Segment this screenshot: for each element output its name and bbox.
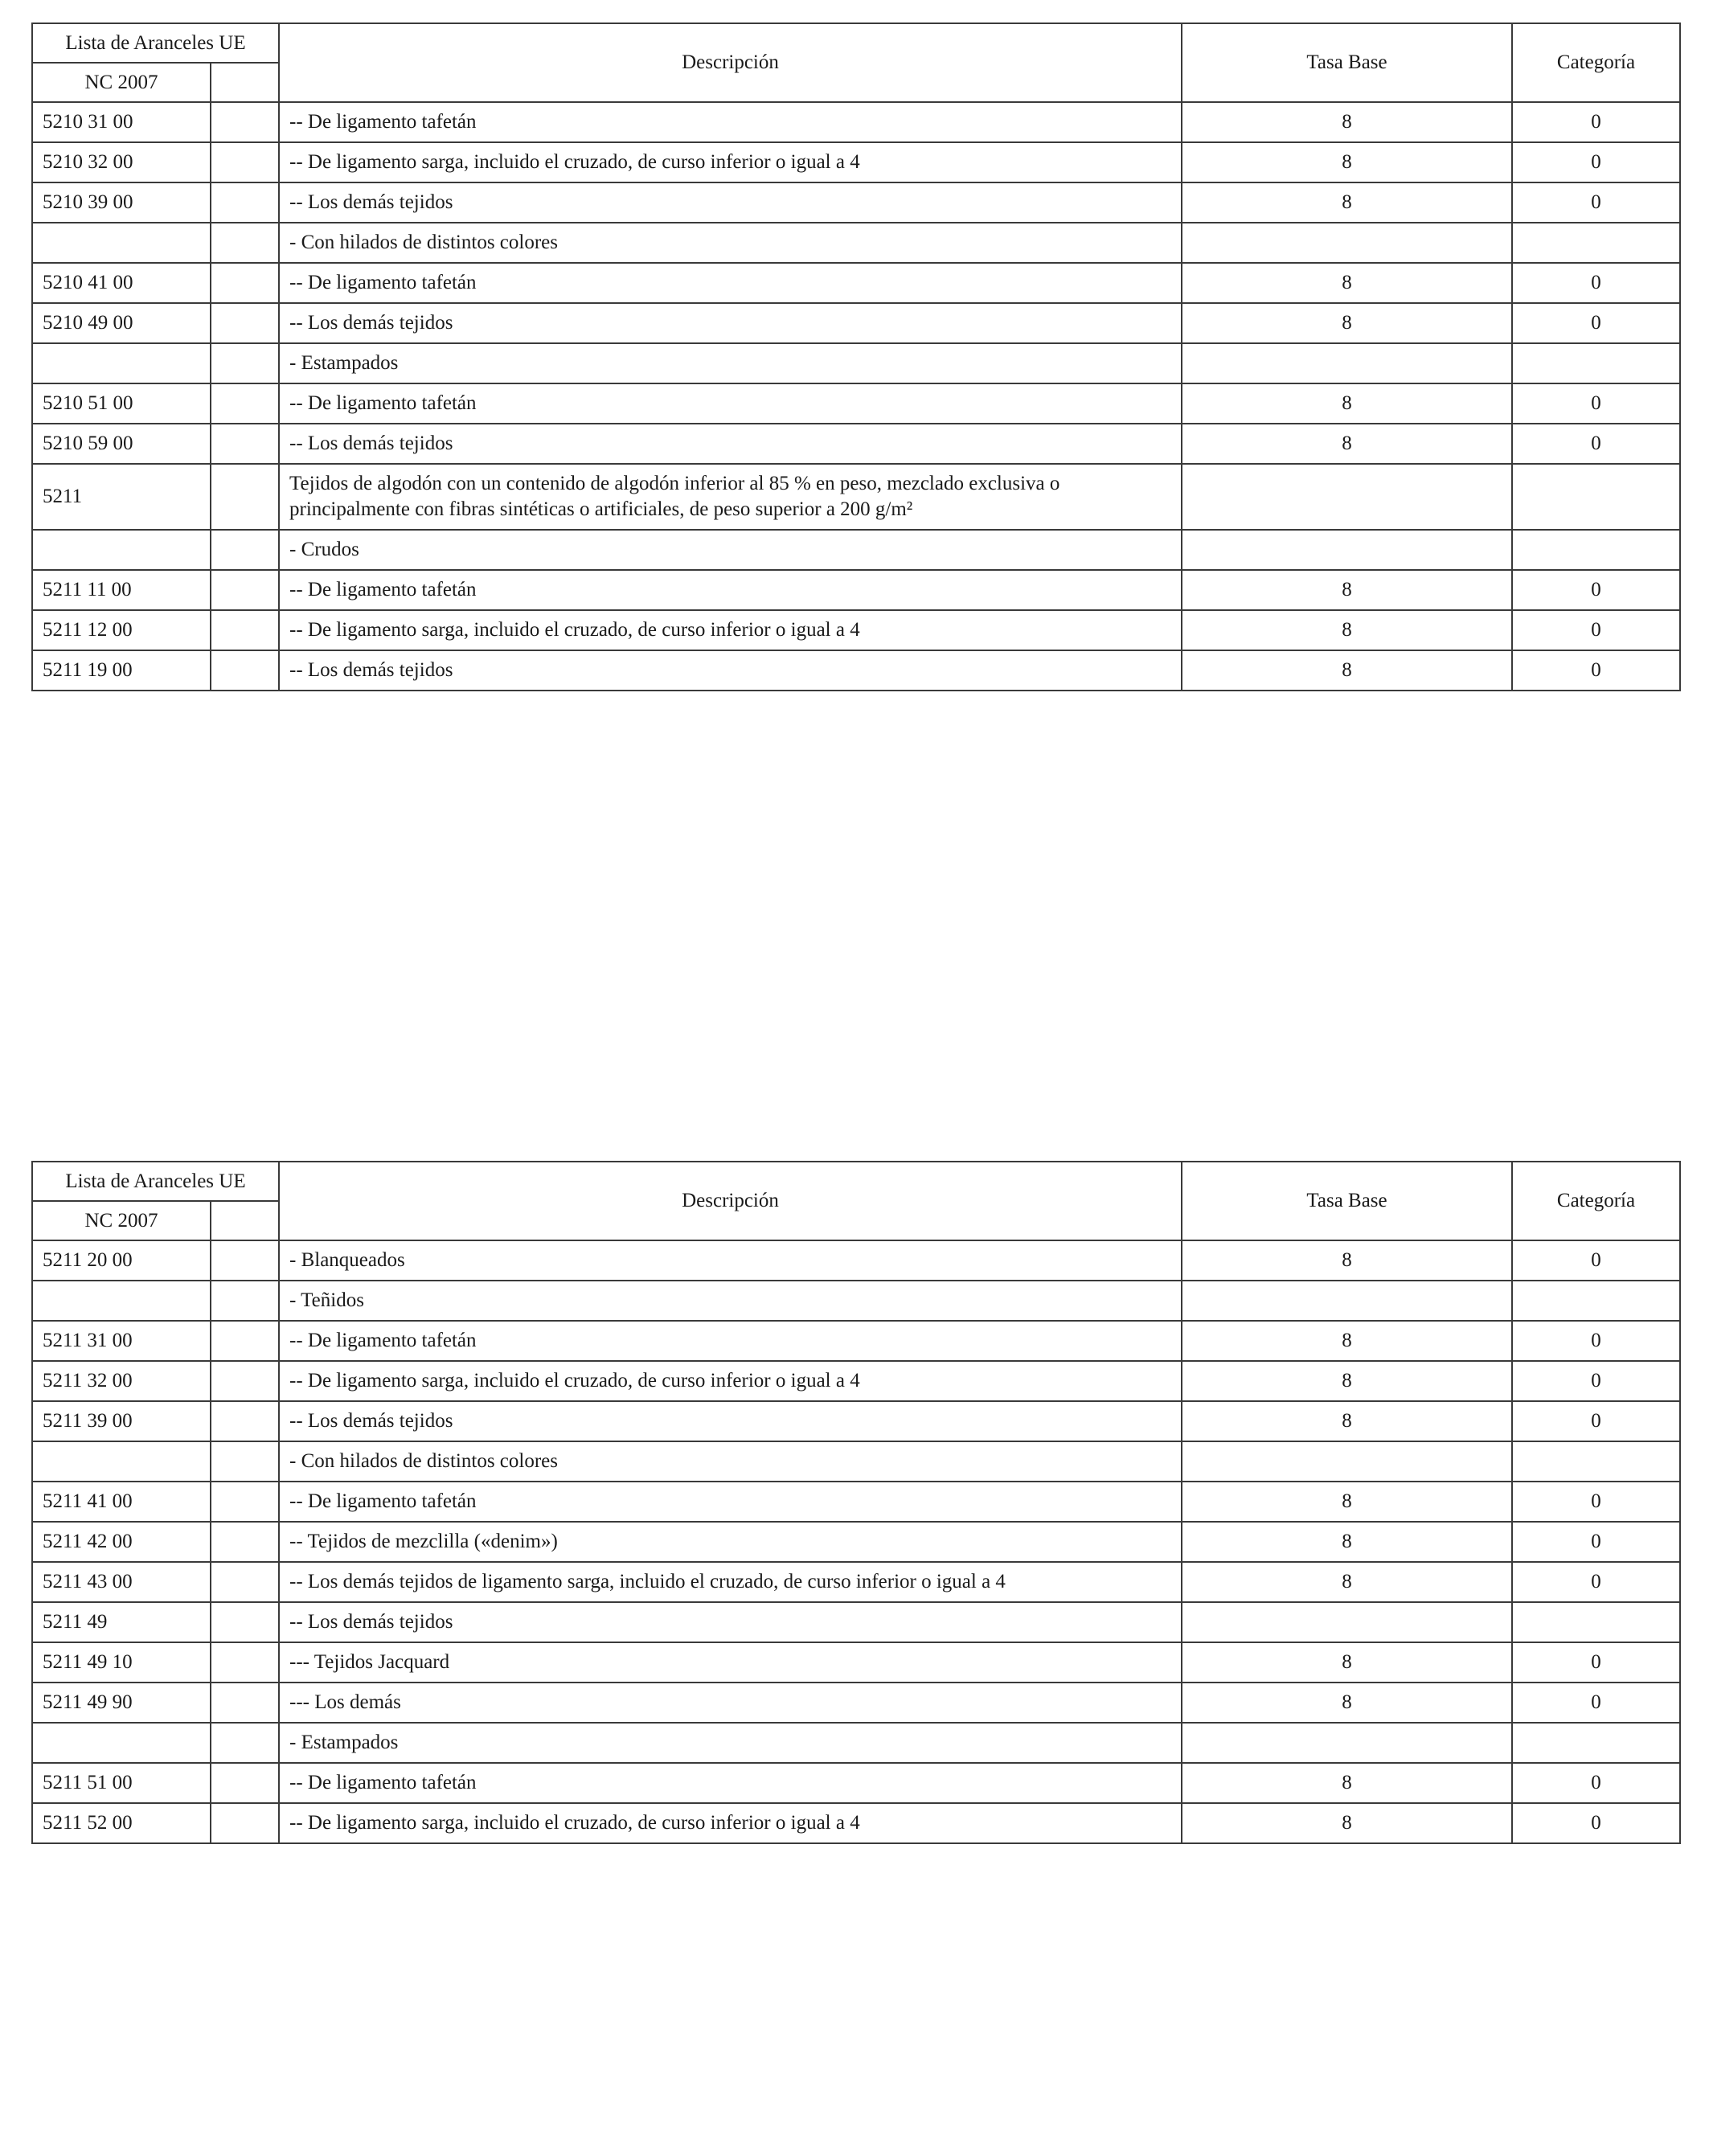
description-cell: -- Los demás tejidos [279,303,1182,343]
description-cell: - Con hilados de distintos colores [279,223,1182,263]
category-cell: 0 [1512,1240,1680,1281]
description-cell: -- De ligamento tafetán [279,102,1182,142]
nc-code-cell [32,1441,211,1482]
table-row [32,263,1680,303]
table-row [32,1562,1680,1602]
nc-code-cell [32,530,211,570]
table-row [32,142,1680,182]
header-blank-cell [211,1201,279,1240]
category-cell: 0 [1512,1321,1680,1361]
description-cell: -- Los demás tejidos [279,650,1182,691]
base-rate-cell: 8 [1182,383,1512,424]
description-cell: -- Tejidos de mezclilla («denim») [279,1522,1182,1562]
description-cell: -- De ligamento tafetán [279,1763,1182,1803]
base-rate-cell: 8 [1182,570,1512,610]
category-cell: 0 [1512,383,1680,424]
sub-code-cell [211,570,279,610]
sub-code-cell [211,1602,279,1642]
nc-code-cell: 5211 41 00 [32,1482,211,1522]
base-rate-cell [1182,464,1512,530]
nc-code-cell: 5211 12 00 [32,610,211,650]
base-rate-cell: 8 [1182,1763,1512,1803]
category-cell: 0 [1512,102,1680,142]
table-row [32,223,1680,263]
nc-code-cell: 5211 19 00 [32,650,211,691]
table-row [32,1522,1680,1562]
table-row [32,1602,1680,1642]
table-header [32,23,1680,102]
sub-code-cell [211,1441,279,1482]
description-cell: -- De ligamento tafetán [279,263,1182,303]
description-cell: -- De ligamento tafetán [279,1482,1182,1522]
category-cell [1512,1602,1680,1642]
base-rate-cell: 8 [1182,424,1512,464]
description-cell: -- De ligamento tafetán [279,1321,1182,1361]
sub-code-cell [211,1361,279,1401]
table-row [32,1803,1680,1843]
tariff-table-1 [31,23,1681,691]
table-header [32,1162,1680,1240]
description-cell: -- Los demás tejidos [279,182,1182,223]
sub-code-cell [211,1763,279,1803]
description-cell: -- De ligamento sarga, incluido el cruzado, de curso inferior o igual a 4 [279,1803,1182,1843]
tariff-table-2 [31,1161,1681,1844]
sub-code-cell [211,610,279,650]
table-row [32,1482,1680,1522]
table-row [32,1642,1680,1683]
sub-code-cell [211,1642,279,1683]
sub-code-cell [211,1522,279,1562]
nc-code-cell: 5211 11 00 [32,570,211,610]
header-tasa-base: Tasa Base [1182,1162,1512,1240]
table-row [32,1401,1680,1441]
base-rate-cell [1182,223,1512,263]
sub-code-cell [211,1803,279,1843]
category-cell: 0 [1512,1683,1680,1723]
base-rate-cell: 8 [1182,182,1512,223]
sub-code-cell [211,1482,279,1522]
base-rate-cell: 8 [1182,303,1512,343]
table-row [32,650,1680,691]
nc-code-cell: 5211 51 00 [32,1763,211,1803]
category-cell: 0 [1512,1763,1680,1803]
table-row [32,343,1680,383]
sub-code-cell [211,1683,279,1723]
nc-code-cell: 5211 39 00 [32,1401,211,1441]
table-row [32,424,1680,464]
nc-code-cell [32,1281,211,1321]
sub-code-cell [211,142,279,182]
nc-code-cell: 5210 39 00 [32,182,211,223]
base-rate-cell: 8 [1182,1240,1512,1281]
category-cell: 0 [1512,1562,1680,1602]
category-cell: 0 [1512,570,1680,610]
table-body [32,1240,1680,1843]
category-cell: 0 [1512,650,1680,691]
table-body [32,102,1680,691]
nc-code-cell: 5211 42 00 [32,1522,211,1562]
table-row [32,1723,1680,1763]
description-cell: - Teñidos [279,1281,1182,1321]
table-row [32,530,1680,570]
table-row [32,1683,1680,1723]
sub-code-cell [211,182,279,223]
category-cell: 0 [1512,1642,1680,1683]
base-rate-cell [1182,1602,1512,1642]
table-row [32,570,1680,610]
header-blank-cell [211,63,279,102]
base-rate-cell: 8 [1182,1522,1512,1562]
category-cell: 0 [1512,1361,1680,1401]
description-cell: -- Los demás tejidos [279,424,1182,464]
sub-code-cell [211,343,279,383]
nc-code-cell: 5211 31 00 [32,1321,211,1361]
nc-code-cell: 5211 [32,464,211,530]
base-rate-cell: 8 [1182,1482,1512,1522]
table-row [32,102,1680,142]
category-cell: 0 [1512,1401,1680,1441]
sub-code-cell [211,1723,279,1763]
description-cell: -- Los demás tejidos [279,1602,1182,1642]
sub-code-cell [211,303,279,343]
nc-code-cell: 5210 32 00 [32,142,211,182]
header-nc-2007: NC 2007 [32,63,211,102]
nc-code-cell: 5211 20 00 [32,1240,211,1281]
header-nc-2007: NC 2007 [32,1201,211,1240]
description-cell: - Crudos [279,530,1182,570]
base-rate-cell: 8 [1182,1401,1512,1441]
category-cell: 0 [1512,1482,1680,1522]
nc-code-cell: 5211 49 10 [32,1642,211,1683]
header-descripcion: Descripción [279,1162,1182,1240]
sub-code-cell [211,263,279,303]
base-rate-cell: 8 [1182,1803,1512,1843]
table-row [32,1281,1680,1321]
sub-code-cell [211,464,279,530]
category-cell [1512,530,1680,570]
description-cell: -- De ligamento sarga, incluido el cruzado, de curso inferior o igual a 4 [279,610,1182,650]
nc-code-cell: 5210 49 00 [32,303,211,343]
base-rate-cell: 8 [1182,1683,1512,1723]
nc-code-cell [32,1723,211,1763]
base-rate-cell: 8 [1182,610,1512,650]
header-lista: Lista de Aranceles UE [32,1162,279,1201]
base-rate-cell: 8 [1182,1361,1512,1401]
nc-code-cell: 5211 52 00 [32,1803,211,1843]
base-rate-cell [1182,1281,1512,1321]
category-cell: 0 [1512,263,1680,303]
sub-code-cell [211,102,279,142]
base-rate-cell [1182,530,1512,570]
nc-code-cell [32,223,211,263]
nc-code-cell: 5210 51 00 [32,383,211,424]
category-cell: 0 [1512,182,1680,223]
description-cell: - Con hilados de distintos colores [279,1441,1182,1482]
header-descripcion: Descripción [279,23,1182,102]
nc-code-cell: 5210 31 00 [32,102,211,142]
sub-code-cell [211,1562,279,1602]
sub-code-cell [211,650,279,691]
table-row [32,303,1680,343]
category-cell: 0 [1512,1522,1680,1562]
base-rate-cell [1182,343,1512,383]
nc-code-cell: 5211 32 00 [32,1361,211,1401]
description-cell: -- De ligamento tafetán [279,570,1182,610]
category-cell: 0 [1512,142,1680,182]
description-cell: - Estampados [279,1723,1182,1763]
description-cell: --- Los demás [279,1683,1182,1723]
category-cell [1512,1281,1680,1321]
description-cell: -- De ligamento sarga, incluido el cruzado, de curso inferior o igual a 4 [279,1361,1182,1401]
sub-code-cell [211,1321,279,1361]
base-rate-cell [1182,1441,1512,1482]
table-row [32,1441,1680,1482]
sub-code-cell [211,530,279,570]
category-cell: 0 [1512,424,1680,464]
nc-code-cell: 5211 49 90 [32,1683,211,1723]
table-row [32,610,1680,650]
base-rate-cell: 8 [1182,263,1512,303]
description-cell: -- De ligamento tafetán [279,383,1182,424]
table-row [32,1321,1680,1361]
table-row [32,383,1680,424]
category-cell [1512,1723,1680,1763]
description-cell: -- Los demás tejidos de ligamento sarga, incluido el cruzado, de curso inferior o igual a 4 [279,1562,1182,1602]
description-cell: - Estampados [279,343,1182,383]
header-categoria: Categoría [1512,23,1680,102]
table-row [32,1763,1680,1803]
sub-code-cell [211,1281,279,1321]
sub-code-cell [211,223,279,263]
base-rate-cell: 8 [1182,1642,1512,1683]
table-row [32,1361,1680,1401]
nc-code-cell: 5210 59 00 [32,424,211,464]
category-cell [1512,1441,1680,1482]
sub-code-cell [211,1240,279,1281]
table-row [32,464,1680,530]
header-tasa-base: Tasa Base [1182,23,1512,102]
base-rate-cell: 8 [1182,1562,1512,1602]
category-cell: 0 [1512,303,1680,343]
description-cell: --- Tejidos Jacquard [279,1642,1182,1683]
description-cell: -- Los demás tejidos [279,1401,1182,1441]
sub-code-cell [211,424,279,464]
sub-code-cell [211,1401,279,1441]
header-lista: Lista de Aranceles UE [32,23,279,63]
category-cell: 0 [1512,1803,1680,1843]
description-cell: -- De ligamento sarga, incluido el cruzado, de curso inferior o igual a 4 [279,142,1182,182]
nc-code-cell [32,343,211,383]
base-rate-cell: 8 [1182,650,1512,691]
nc-code-cell: 5211 49 [32,1602,211,1642]
header-categoria: Categoría [1512,1162,1680,1240]
category-cell [1512,464,1680,530]
category-cell [1512,343,1680,383]
category-cell: 0 [1512,610,1680,650]
base-rate-cell: 8 [1182,142,1512,182]
description-cell: Tejidos de algodón con un contenido de algodón inferior al 85 % en peso, mezclado exclusiva o principalmente con fibras sintéticas o artificiales, de peso superior a 200 g/m² [279,464,1182,530]
base-rate-cell: 8 [1182,102,1512,142]
sub-code-cell [211,383,279,424]
description-cell: - Blanqueados [279,1240,1182,1281]
category-cell [1512,223,1680,263]
nc-code-cell: 5211 43 00 [32,1562,211,1602]
base-rate-cell: 8 [1182,1321,1512,1361]
table-row [32,182,1680,223]
base-rate-cell [1182,1723,1512,1763]
nc-code-cell: 5210 41 00 [32,263,211,303]
table-row [32,1240,1680,1281]
